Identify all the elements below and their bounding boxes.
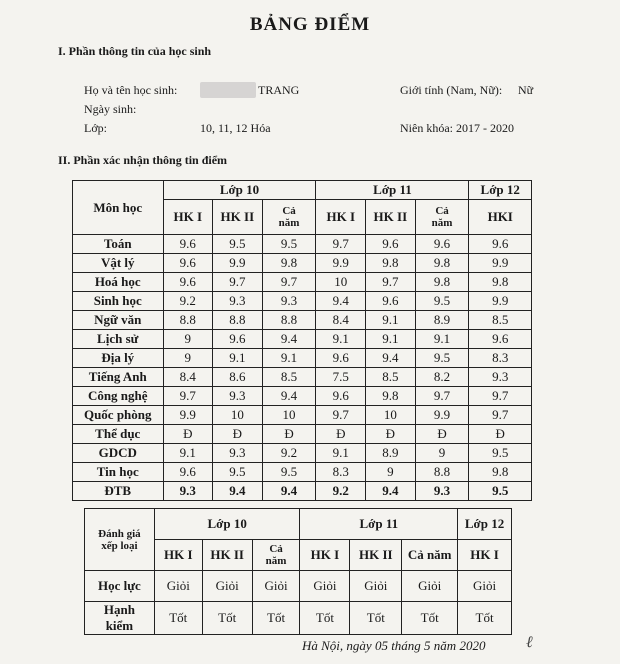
grade-cell: 9.6 — [469, 330, 532, 349]
grade-cell: 9.7 — [366, 273, 416, 292]
grade-cell: Đ — [415, 425, 469, 444]
grade-cell: 9.5 — [262, 235, 316, 254]
grade-row — [73, 292, 532, 311]
conduct-col-year-lop11: Cả năm — [402, 540, 458, 571]
grade-cell: 9.3 — [213, 387, 263, 406]
grade-cell: 9.3 — [213, 292, 263, 311]
school-year-label: Niên khóa: — [400, 121, 453, 135]
grade-cell: 8.8 — [213, 311, 263, 330]
col-hk1-lop10: HK I — [163, 200, 213, 235]
grade-cell: 9.1 — [366, 311, 416, 330]
conduct-col-hk1-lop10: HK I — [154, 540, 202, 571]
grade-cell: 9.2 — [262, 444, 316, 463]
grade-cell: 9.5 — [469, 444, 532, 463]
grade-cell: Đ — [262, 425, 316, 444]
grade-cell: 9.6 — [316, 349, 366, 368]
grade-cell: 9.4 — [262, 387, 316, 406]
subject-name: Ngữ văn — [73, 311, 164, 330]
grade-row — [73, 387, 532, 406]
grade-cell: 9.5 — [213, 463, 263, 482]
conduct-cell: Giỏi — [252, 571, 300, 602]
conduct-cell: Tốt — [458, 602, 512, 635]
group-header-lop10: Lớp 10 — [163, 181, 316, 200]
grade-cell: 9.8 — [469, 463, 532, 482]
conduct-row — [85, 602, 512, 635]
grade-cell: 9.7 — [415, 387, 469, 406]
grade-row — [73, 330, 532, 349]
page-title: BẢNG ĐIỂM — [249, 14, 371, 35]
grade-cell: 9.4 — [262, 482, 316, 501]
grade-cell: 9.4 — [366, 349, 416, 368]
grade-cell: 9.8 — [415, 273, 469, 292]
grade-cell: 8.8 — [163, 311, 213, 330]
grade-cell: Đ — [469, 425, 532, 444]
grade-cell: 9.6 — [366, 235, 416, 254]
grade-row — [73, 349, 532, 368]
grade-cell: 9.8 — [366, 254, 416, 273]
conduct-cell: Tốt — [202, 602, 252, 635]
grade-cell: 8.5 — [366, 368, 416, 387]
subject-name: Địa lý — [73, 349, 164, 368]
grade-cell: 9.5 — [415, 292, 469, 311]
grade-cell: 9.5 — [213, 235, 263, 254]
grade-cell: 9.1 — [163, 444, 213, 463]
grade-cell: Đ — [316, 425, 366, 444]
conduct-row-label: Học lực — [85, 571, 155, 602]
grade-row — [73, 444, 532, 463]
grade-cell: 9.9 — [469, 254, 532, 273]
grade-cell: 9.9 — [163, 406, 213, 425]
conduct-cell: Giỏi — [402, 571, 458, 602]
conduct-cell: Tốt — [350, 602, 402, 635]
section-grades-heading: II. Phần xác nhận thông tin điểm — [58, 153, 228, 167]
conduct-cell: Tốt — [300, 602, 350, 635]
grade-cell: 9.4 — [366, 482, 416, 501]
section-student-info-heading: I. Phần thông tin của học sinh — [58, 44, 212, 58]
grade-row — [73, 311, 532, 330]
group-header-lop11: Lớp 11 — [316, 181, 469, 200]
grade-cell: 9.9 — [316, 254, 366, 273]
grade-row — [73, 463, 532, 482]
grade-cell: 8.3 — [469, 349, 532, 368]
grade-cell: 9.1 — [415, 330, 469, 349]
grade-cell: 8.8 — [262, 311, 316, 330]
conduct-col-hk1-lop11: HK I — [300, 540, 350, 571]
grade-row — [73, 425, 532, 444]
grade-cell: 9.9 — [415, 406, 469, 425]
grade-cell: Đ — [213, 425, 263, 444]
subject-name: Vật lý — [73, 254, 164, 273]
class-label: Lớp: — [84, 121, 108, 135]
grade-row — [73, 368, 532, 387]
grade-cell: 9.8 — [469, 273, 532, 292]
subject-name: Quốc phòng — [73, 406, 164, 425]
grade-cell: 9.6 — [163, 463, 213, 482]
conduct-cell: Giỏi — [300, 571, 350, 602]
conduct-cell: Giỏi — [350, 571, 402, 602]
grade-cell: Đ — [163, 425, 213, 444]
grade-cell: Đ — [366, 425, 416, 444]
col-hki-lop12: HKI — [469, 200, 532, 235]
grade-row — [73, 254, 532, 273]
grade-cell: 9.6 — [163, 254, 213, 273]
conduct-table — [84, 508, 512, 635]
gender-label: Giới tính (Nam, Nữ): — [400, 83, 503, 97]
grade-cell: 7.5 — [316, 368, 366, 387]
subject-name: Công nghệ — [73, 387, 164, 406]
conduct-group-lop11: Lớp 11 — [300, 509, 458, 540]
grade-cell: 8.2 — [415, 368, 469, 387]
conduct-row — [85, 571, 512, 602]
grade-cell: 9.7 — [213, 273, 263, 292]
grade-cell: 9.2 — [316, 482, 366, 501]
grade-cell: 8.9 — [366, 444, 416, 463]
grade-cell: 8.4 — [163, 368, 213, 387]
signature-mark: ℓ — [526, 634, 533, 651]
place-date-line: Hà Nội, ngày 05 tháng 5 năm 2020 — [302, 638, 486, 653]
col-hk2-lop11: HK II — [366, 200, 416, 235]
grade-cell: 9.6 — [469, 235, 532, 254]
grade-cell: 8.4 — [316, 311, 366, 330]
grade-cell: 9.4 — [213, 482, 263, 501]
conduct-cell: Giỏi — [154, 571, 202, 602]
grade-cell: 9.6 — [415, 235, 469, 254]
col-year-lop10: Cả năm — [262, 200, 316, 235]
grade-cell: 9.3 — [213, 444, 263, 463]
school-year-value: 2017 - 2020 — [456, 121, 514, 135]
name-value: TRANG — [258, 83, 300, 97]
subject-name: Lịch sử — [73, 330, 164, 349]
grade-row — [73, 273, 532, 292]
grade-cell: 9.4 — [262, 330, 316, 349]
grade-cell: 9.1 — [366, 330, 416, 349]
grade-cell: 10 — [366, 406, 416, 425]
grade-cell: 9.3 — [469, 368, 532, 387]
conduct-col-hk1-lop12: HK I — [458, 540, 512, 571]
subject-name: Tiếng Anh — [73, 368, 164, 387]
conduct-cell: Tốt — [402, 602, 458, 635]
grade-cell: 10 — [262, 406, 316, 425]
col-hk2-lop10: HK II — [213, 200, 263, 235]
dob-label: Ngày sinh: — [84, 102, 137, 116]
grade-cell: 9.8 — [262, 254, 316, 273]
grade-cell: 9.8 — [366, 387, 416, 406]
grade-cell: 8.8 — [415, 463, 469, 482]
grade-row — [73, 235, 532, 254]
grade-cell: 9.1 — [262, 349, 316, 368]
grade-cell: 9 — [163, 349, 213, 368]
grade-cell: 9.7 — [163, 387, 213, 406]
grade-cell: 8.3 — [316, 463, 366, 482]
gender-value: Nữ — [518, 83, 534, 97]
grade-cell: 8.5 — [262, 368, 316, 387]
conduct-group-lop10: Lớp 10 — [154, 509, 300, 540]
grade-cell: 9.1 — [316, 444, 366, 463]
conduct-cell: Tốt — [252, 602, 300, 635]
evaluation-header: Đánh giá xếp loại — [85, 509, 155, 571]
grade-cell: 8.9 — [415, 311, 469, 330]
grade-row — [73, 482, 532, 501]
grade-cell: 9.8 — [415, 254, 469, 273]
conduct-col-hk2-lop11: HK II — [350, 540, 402, 571]
grade-cell: 9.7 — [469, 387, 532, 406]
grade-cell: 9.5 — [469, 482, 532, 501]
grade-cell: 9.9 — [469, 292, 532, 311]
grade-cell: 9 — [366, 463, 416, 482]
grade-cell: 9.2 — [163, 292, 213, 311]
conduct-col-hk2-lop10: HK II — [202, 540, 252, 571]
grade-cell: 9.6 — [213, 330, 263, 349]
subject-name: Toán — [73, 235, 164, 254]
grade-cell: 10 — [316, 273, 366, 292]
grade-cell: 9.5 — [415, 349, 469, 368]
redacted-name-block — [200, 82, 256, 98]
grade-cell: 8.6 — [213, 368, 263, 387]
grade-row — [73, 406, 532, 425]
grade-cell: 9.6 — [316, 387, 366, 406]
grade-cell: 9.6 — [163, 235, 213, 254]
grade-cell: 9.5 — [262, 463, 316, 482]
subject-header: Môn học — [73, 181, 164, 235]
subject-name: ĐTB — [73, 482, 164, 501]
grade-cell: 8.5 — [469, 311, 532, 330]
subject-name: Thể dục — [73, 425, 164, 444]
class-value: 10, 11, 12 Hóa — [200, 121, 271, 135]
conduct-col-year-lop10: Cả năm — [252, 540, 300, 571]
grades-table — [72, 180, 532, 501]
grade-cell: 9.7 — [262, 273, 316, 292]
grade-cell: 9 — [415, 444, 469, 463]
grade-cell: 9.7 — [469, 406, 532, 425]
grade-cell: 9.9 — [213, 254, 263, 273]
grade-cell: 9.1 — [316, 330, 366, 349]
grade-cell: 10 — [213, 406, 263, 425]
grade-cell: 9.4 — [316, 292, 366, 311]
subject-name: Hoá học — [73, 273, 164, 292]
name-label: Họ và tên học sinh: — [84, 83, 178, 97]
grade-cell: 9 — [163, 330, 213, 349]
grade-cell: 9.1 — [213, 349, 263, 368]
grade-cell: 9.6 — [366, 292, 416, 311]
grade-cell: 9.7 — [316, 235, 366, 254]
subject-name: Tin học — [73, 463, 164, 482]
conduct-group-lop12: Lớp 12 — [458, 509, 512, 540]
conduct-cell: Giỏi — [458, 571, 512, 602]
conduct-row-label: Hạnh kiểm — [85, 602, 155, 635]
col-hk1-lop11: HK I — [316, 200, 366, 235]
group-header-lop12: Lớp 12 — [469, 181, 532, 200]
grade-cell: 9.3 — [262, 292, 316, 311]
grade-cell: 9.7 — [316, 406, 366, 425]
grade-cell: 9.6 — [163, 273, 213, 292]
col-year-lop11: Cả năm — [415, 200, 469, 235]
conduct-cell: Giỏi — [202, 571, 252, 602]
grade-cell: 9.3 — [415, 482, 469, 501]
subject-name: GDCD — [73, 444, 164, 463]
conduct-cell: Tốt — [154, 602, 202, 635]
subject-name: Sinh học — [73, 292, 164, 311]
grade-cell: 9.3 — [163, 482, 213, 501]
